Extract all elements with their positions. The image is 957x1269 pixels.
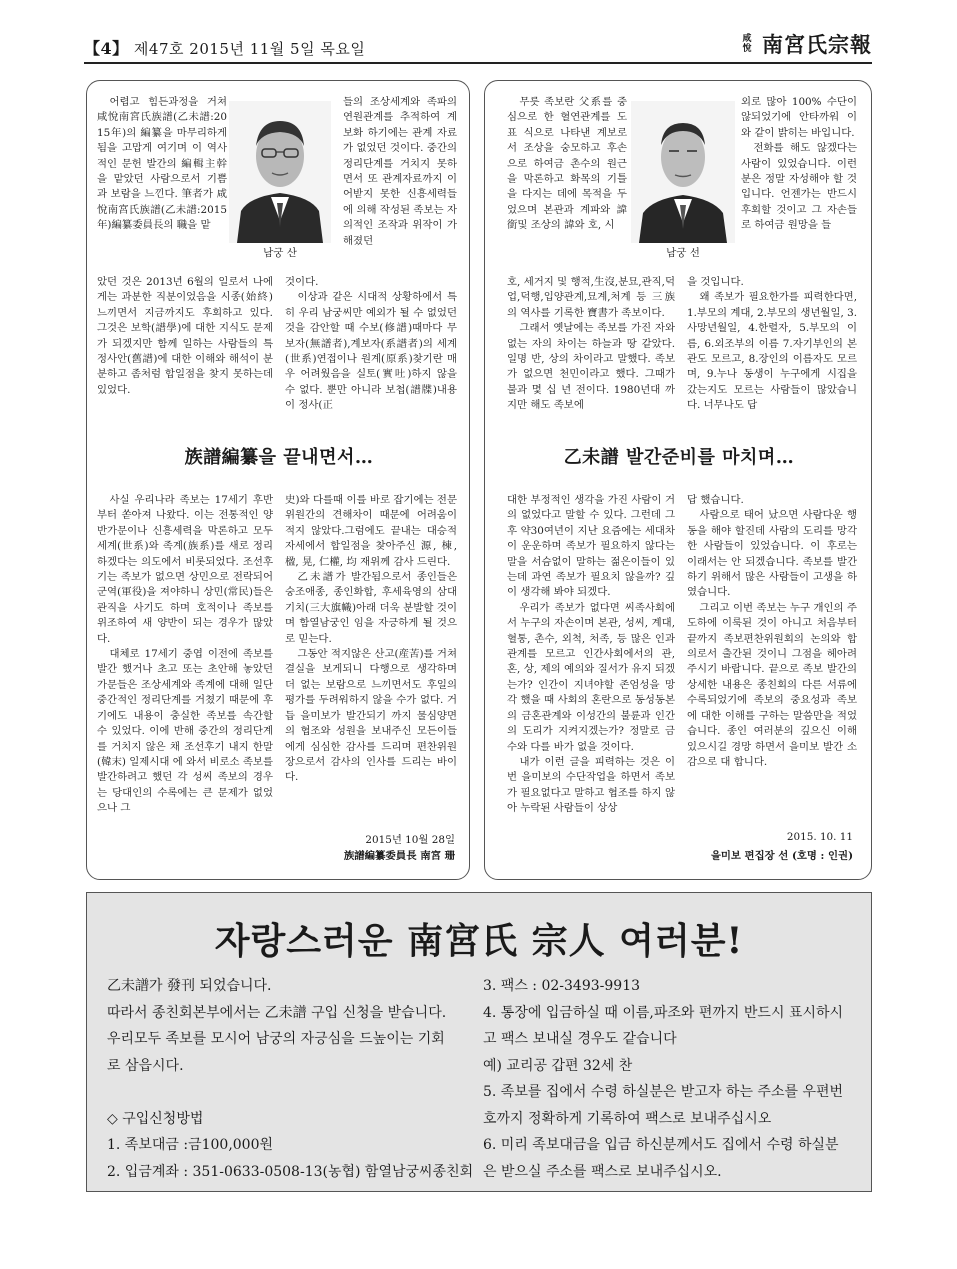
notice-line: 호까지 정확하게 기록하여 팩스로 보내주십시오 <box>483 1110 772 1127</box>
photo-caption: 남궁 산 <box>263 247 297 259</box>
notice-line: 乙未譜가 發刊 되었습니다. <box>107 978 272 994</box>
article-left <box>86 80 470 880</box>
article-right-col2-top: 외로 많아 100% 수단이 않되었기에 안타까워 이와 같이 밝히는 바입니다. 전화를 해도 않겠다는 사람이 있었습니다. 이런 분은 정말 자성해야 할 것입니다. 언젠가는 반드시 후회할 것이고 그 자손들로 하여금 원망을 들 <box>741 96 857 232</box>
article-right-col2-bottom: 을 것입니다. 왜 족보가 필요한가를 피력한다면, 1.부모의 계대, 2.부모의 생년월일, 3.사망년월일, 4.한렬자, 5.부모의 이름, 6.외조부의 이름 7.자기부인의 본관도 모르고, 8.장인의 이름자도 모르며, 9.누나 동생이 누구에게 시집을 갔는지도 모르는 사람들이 많았습니다. 너무나도 답 <box>687 276 857 412</box>
article-left-headline: 族譜編纂을 끝내면서… <box>184 447 374 468</box>
purchase-notice <box>86 892 872 1192</box>
article-right-sign-date: 2015. 10. 11 <box>786 831 853 843</box>
issue-date: 2015년 11월 5일 목요일 <box>189 40 366 58</box>
article-left-col3: 사실 우리나라 족보는 17세기 후반부터 쏟아져 나왔다. 이는 전통적인 양반가문이나 신흥세력을 막론하고 모두 세계(世系)와 족계(族系)를 새로 정리 하겠다는 의도에서 비롯되었다. 조선후기는 족보가 없으면 상민으로 전락되어 군역(軍役)을 져야하니 상민(常民)들은 관직을 사기도 하며 호적이나 족보를 위조하여 새 양반이 되는 경우가 많았다. 대체로 17세기 중엽 이전에 족보를 발간 했거나 초고 또는 초안해 놓았던 가문들은 조상세계와 족계에 대해 일단 중간적인 정리단계를 거쳤기 때문에 후기에도 내용이 충실한 족보를 속간할 수 있었다. 이에 반해 중간의 정리단계를 거치지 않은 채 조선후기 내지 한말(韓末) 일제시대 에 와서 비로소 족보를 발간하려고 했던 각 성씨 족보의 경우는 당대인의 수록에는 큰 문제가 없었으나 그 <box>97 494 273 815</box>
article-right <box>484 80 872 880</box>
article-right-headline: 乙未譜 발간준비를 마치며… <box>563 447 795 468</box>
notice-left-column <box>107 973 487 1185</box>
notice-line: 5. 족보를 집에서 수령 하실분은 받고자 하는 주소를 우편번 <box>483 1084 844 1100</box>
photo-caption: 남궁 선 <box>666 247 700 259</box>
notice-line: 우리모두 족보를 모시어 남궁의 자긍심을 드높이는 기회 <box>107 1031 445 1047</box>
notice-spacer <box>107 1079 487 1106</box>
portrait-image <box>631 101 735 243</box>
page-header <box>84 28 872 62</box>
article-right-col4: 답 했습니다. 사람으로 태어 났으면 사람다운 행동을 해야 할진데 사람의 도리를 망각한 사람들이 있었습니다. 이 후로는 이래서는 안 되겠습니다. 족보를 발간하기 위해서 많은 사람들이 고생을 하였습니다. 그리고 이번 족보는 누구 개인의 주도하에 이룩된 것이 아니고 처음부터 끝까지 족보편찬위원회의 논의와 합의로서 출간된 것이니 그점을 헤아려 주시기 바랍니다. 끝으로 족보 발간의 상세한 내용은 종친회의 다른 서류에 수록되었기에 족보의 중요성과 족보에 대한 이해를 구하는 말씀만을 적었습니다. 종인 여러분의 깊으신 이해 있으시길 경망 하면서 을미보 발간 소감으로 대 합니다. <box>687 494 857 768</box>
article-left-col4: 史)와 다를때 이를 바로 잡기에는 전문위원간의 견해차이 때문에 어려움이 적지 않았다.그럼에도 끝내는 대승적 자세에서 합일점을 찾아주신 源, 棟, 楹, 晃, 仁權, 均 재위께 감사 드린다. 乙未譜가 발간됨으로서 종인들은 숭조애종, 종인화합, 후세육영의 삼대기치(三大旗幟)아래 더욱 분발할 것이며 함열남궁인 임을 자긍하게 될 것으로 믿는다. 그동안 적지않은 산고(産苦)를 거쳐 결실을 보게되니 다행으로 생각하며 더 없는 보람으로 느끼면서도 후일의 평가를 두려워하지 않을 수가 없다. 거듭 을미보가 발간되기 까지 물심양면의 협조와 성원을 보내주신 모든이들에게 심심한 감사를 드리며 편찬위원장으로서 감사의 인사를 드리는 바이다. <box>285 494 457 784</box>
notice-right-column <box>483 973 863 1185</box>
page-number: 【4】 <box>84 39 129 58</box>
article-right-signature: 을미보 편집장 선 (호명 : 인권) <box>710 850 853 862</box>
notice-line: 따라서 종친회본부에서는 乙未譜 구입 신청을 받습니다. <box>107 1004 447 1021</box>
masthead <box>740 30 872 58</box>
notice-title: 자랑스러운 南宮氏 宗人 여러분! <box>214 920 744 962</box>
masthead-small: 咸 悅 <box>742 34 752 54</box>
article-left-col1-top: 어렵고 힘든과정을 거쳐 咸悅南宮氏族譜(乙未譜:2015年)의 編纂을 마무리하게 됨을 고맙게 여기며 이 역사적인 문헌 발간의 編輯主幹을 맡았던 사람으로서 기쁨과 보람을 느낀다. 筆者가 咸悅南宮氏族譜(乙未譜:2015年)編纂委員長의 職을 맡 <box>97 96 227 232</box>
article-right-col1-top: 무릇 족보란 父系를 중심으로 한 혈연관계를 도표 식으로 나타낸 계보로서 조상을 숭모하고 후손으로 하여금 촌수의 원근을 막론하고 화목의 기틀을 다지는 데에 목적을 두었으며 본관과 계파와 諱銜및 조상의 諱와 호, 시 <box>507 96 627 232</box>
issue-info <box>84 36 365 59</box>
notice-line: 4. 통장에 입금하실 때 이름,파조와 편까지 반드시 표시하시 <box>483 1004 844 1021</box>
notice-line: 은 받으실 주소를 팩스로 보내주십시오. <box>483 1163 722 1180</box>
notice-line: 로 삼읍시다. <box>107 1057 184 1074</box>
article-left-col2-top: 들의 조상세계와 족파의 연원관계를 추적하여 계보화 하기에는 관계 자료가 없었던 것이다. 중간의 정리단계를 거치지 못하면서 또 관계자료까지 이어받지 못한 신흥세력들에 의해 작성된 족보는 자의적인 조작과 위작이 가해졌던 <box>343 96 457 247</box>
notice-line: 1. 족보대금 :금100,000원 <box>107 1137 274 1153</box>
article-left-col2-bottom: 것이다. 이상과 같은 시대적 상황하에서 특히 우리 남궁씨만 예외가 될 수 없었던 것을 감안할 때 수보(修譜)때마다 무보자(無譜者),계보자(系譜者)의 세계(世系)연접이나 원계(原系)찾기란 매우 어려웠음을 실토(實吐)하지 않을 수 없다. 뿐만 아니라 보첩(譜牒)내용이 정사(正 <box>285 276 457 412</box>
notice-line: 2. 입금계좌 : 351-0633-0508-13(농협) 함열남궁씨종친회 <box>107 1163 474 1180</box>
article-right-col3: 대한 부정적인 생각을 가진 사람이 거의 없었다고 말할 수 있다. 그런데 그 후 약30여년이 지난 요즘에는 세대차이 운운하며 족보가 필요하지 않다는 말을 서슴없이 말하는 젊은이들이 있는데 과연 족보가 필요치 않을까? 깊이 생각해 봐야 되겠다. 우리가 족보가 없다면 씨족사회에서 누구의 자손이며 본관, 성씨, 계대, 혈통, 촌수, 외척, 처족, 등 많은 인과관계를 모르고 인간사회에서의 관, 혼, 상, 제의 예의와 질서가 유지 되겠는가? 인간이 지녀야할 존엄성을 망각 했을 때 사회의 혼란으로 동성동본의 금혼관계와 이성간의 불륜과 인간의 도리가 지켜지겠는가? 정말로 금수와 다를 바가 없을 것이다. 내가 이런 글을 피력하는 것은 이번 을미보의 수단작업을 하면서 족보가 필요없다고 말하고 협조를 하지 않아 누락된 사람들이 상상 <box>507 494 675 815</box>
article-right-col1-bottom: 호, 세거지 및 행적,生沒,분묘,관직,덕업,덕행,입양관계,묘계,처계 등 三族의 역사를 기록한 寶書가 족보이다. 그래서 옛날에는 족보를 가진 자와 없는 자의 차이는 하늘과 땅 같았다. 일명 반, 상의 차이라고 말했다. 족보가 없으면 천민이라고 했다. 그때가 불과 몇 십 년 전이다. 1980년대 까지만 해도 족보에 <box>507 276 675 412</box>
notice-line: 3. 팩스 : 02-3493-9913 <box>483 978 641 994</box>
notice-line: 예) 교리공 갑편 32세 찬 <box>483 1057 633 1074</box>
article-left-sign-date: 2015년 10월 28일 <box>365 834 455 846</box>
notice-line: 고 팩스 보내실 경우도 같습니다 <box>483 1031 677 1047</box>
article-left-signature: 族譜編纂委員長 南宮 珊 <box>343 850 455 862</box>
notice-line: ◇ 구입신청방법 <box>107 1110 204 1127</box>
portrait-photo-left <box>229 101 331 261</box>
issue-number: 제47호 <box>133 40 184 58</box>
header-rule <box>84 62 872 64</box>
portrait-photo-right <box>631 101 735 261</box>
masthead-title: 南宮氏宗報 <box>762 32 872 57</box>
article-left-col1-bottom: 았던 것은 2013년 6월의 일로서 나에게는 과분한 직분이었음을 시종(始終) 느끼면서 지금까지도 후회하고 있다. 그것은 보학(譜學)에 대한 지식도 문제가 되겠지만 함께 일하는 사람들의 특정사안(舊譜)에 대한 이해와 해석이 분분하고 좀처럼 합일점을 찾지 못하는데 있었다. <box>97 276 273 396</box>
notice-line: 6. 미리 족보대금을 입금 하신분께서도 집에서 수령 하실분 <box>483 1137 839 1153</box>
portrait-image <box>229 101 331 243</box>
